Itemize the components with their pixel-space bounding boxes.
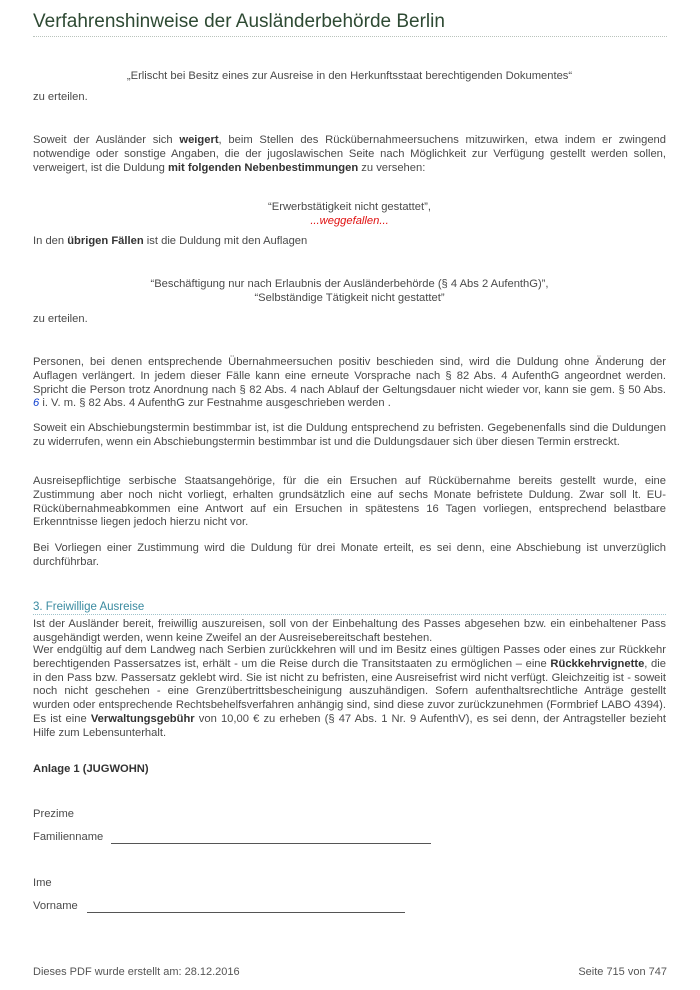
paragraph-zustimmung: Bei Vorliegen einer Zustimmung wird die Duldung für drei Monate erteilt, es sei denn, eine Abschiebung ist unverzüglich durchführbar. bbox=[33, 542, 666, 568]
quote-erlischt: „Erlischt bei Besitz eines zur Ausreise in den Herkunftsstaat berechtigenden Dokumentes“ bbox=[126, 70, 573, 82]
paragraph-serbische-staatsangehoerige: Ausreisepflichtige serbische Staatsangehörige, für die ein Ersuchen auf Rückübernahme bereits gestellt wurde, eine Zustimmung aber noch nicht vorliegt, erhalten grundsätzlich eine auf sechs Monate befristete Duldung. Zwar soll lt. EU-Rückübernahmeabkommen eine Antwort auf ein Ersuchen in spätestens 16 Tagen vorliegen, entsprechend belastbare Erkenntnisse liegen jedoch hierzu nicht vor. bbox=[33, 475, 666, 529]
link-abs-6[interactable]: 6 bbox=[33, 397, 40, 410]
form-label-vorname: Vorname bbox=[33, 900, 78, 912]
form-label-prezime: Prezime bbox=[33, 808, 75, 820]
footer-created-date: Dieses PDF wurde erstellt am: 28.12.2016 bbox=[33, 966, 240, 978]
paragraph-freiwillig: Ist der Ausländer bereit, freiwillig auszureisen, soll von der Einbehaltung des Passes abgesehen bzw. ein einbehaltener Pass ausgehändigt werden, wenn keine Zweifel an der Ausreisebereitschaft bestehen. bbox=[33, 618, 666, 644]
footer-page-number: Seite 715 von 747 bbox=[578, 966, 667, 978]
form-label-ime: Ime bbox=[33, 877, 52, 889]
section-heading-freiwillige-ausreise: 3. Freiwillige Ausreise bbox=[33, 601, 666, 615]
zu-erteilen-2: zu erteilen. bbox=[33, 313, 88, 325]
paragraph-personen: Personen, bei denen entsprechende Übernahmeersuchen positiv beschieden sind, wird die Duldung ohne Änderung der Auflagen verlängert. In jedem dieser Fälle kann eine erneute Vorsprache nach § 82 Abs. 4 AufenthG angeordnet werden. Spricht die Person trotz Anordnung nach § 82 Abs. 4 nach Ablauf der Geltungsdauer nicht wieder vor, kann sie gem. § 50 Abs. 6 i. V. m. § 82 Abs. 4 AufenthG zur Festnahme ausgeschrieben werden . bbox=[33, 356, 666, 410]
vorname-input-line[interactable] bbox=[87, 912, 405, 913]
weggefallen-note: ...weggefallen... bbox=[310, 215, 389, 227]
paragraph-abschiebungstermin: Soweit ein Abschiebungstermin bestimmbar ist, ist die Duldung entsprechend zu befristen. Gegebenenfalls sind die Duldungen zu widerrufen, wenn ein Abschiebungstermin bestimmbar ist und die Duldungsdauer sich über diesen Termin erstreckt. bbox=[33, 422, 666, 448]
anlage-title: Anlage 1 (JUGWOHN) bbox=[33, 763, 149, 775]
familienname-input-line[interactable] bbox=[111, 843, 431, 844]
paragraph-rueckkehr: Wer endgültig auf dem Landweg nach Serbien zurückkehren will und im Besitz eines gültigen Passes oder eines zur Rückkehr berechtigenden Passersatzes ist, erhält - um die Reise durch die Transitstaaten zu ermöglichen – eine Rückkehrvignette, die in den Pass bzw. Passersatz geklebt wird. Sie ist nicht zu befristen, eine Ausreisefrist wird nicht verfügt. Gleichzeitig ist - soweit noch nicht geschehen - eine Grenzübertrittsbescheinigung auszuhändigen. Sofern aufenthaltsrechtliche Anträge gestellt wurden oder entsprechende Rechtsbehelfsverfahren anhängig sind, sind diese zuvor zurückzunehmen (Formbrief LABO 4394). Es ist eine Verwaltungsgebühr von 10,00 € zu erheben (§ 47 Abs. 1 Nr. 9 AufenthV), es sei denn, der Antragsteller bezieht Hilfe zum Lebensunterhalt. bbox=[33, 644, 666, 739]
paragraph-uebrige-faelle: In den übrigen Fällen ist die Duldung mit den Auflagen bbox=[33, 235, 308, 247]
quote-selbstaendige: “Selbständige Tätigkeit nicht gestattet” bbox=[254, 292, 445, 304]
quote-beschaeftigung: “Beschäftigung nur nach Erlaubnis der Ausländerbehörde (§ 4 Abs 2 AufenthG)”, bbox=[150, 278, 549, 290]
zu-erteilen-1: zu erteilen. bbox=[33, 91, 88, 103]
paragraph-weigert: Soweit der Ausländer sich weigert, beim Stellen des Rückübernahmeersuchens mitzuwirken, etwa indem er zwingend notwendige oder sonstige Angaben, die der jugoslawischen Seite nach Möglichkeit zur Verfügung gestellt werden sollen, verweigert, ist die Duldung mit folgenden Nebenbestimmungen zu versehen: bbox=[33, 134, 666, 174]
quote-erwerbstaetigkeit: “Erwerbstätigkeit nicht gestattet”, bbox=[268, 201, 431, 213]
header-divider bbox=[33, 36, 667, 37]
form-label-familienname: Familienname bbox=[33, 831, 104, 843]
page-title: Verfahrenshinweise der Ausländerbehörde Berlin bbox=[33, 11, 445, 32]
